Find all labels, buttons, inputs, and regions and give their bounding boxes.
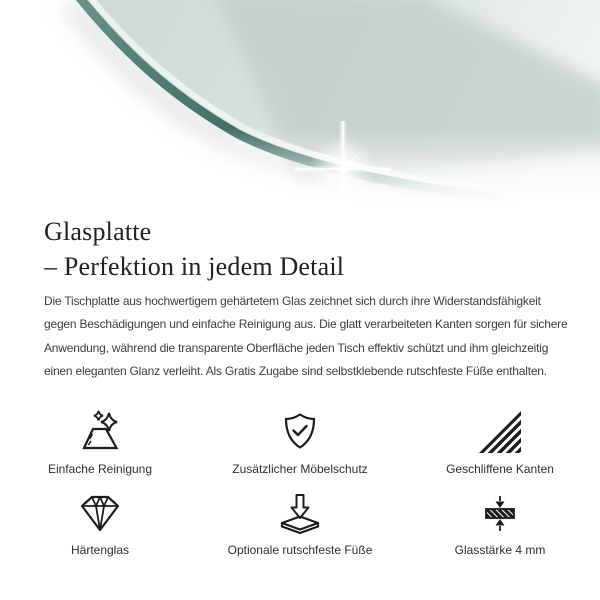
page-title-line1: Glasplatte <box>44 217 152 246</box>
feature-glass-thickness <box>400 491 600 558</box>
feature-grid <box>0 410 600 558</box>
arrow-pad-icon <box>278 491 322 535</box>
feature-label: Glasstärke 4 mm <box>454 542 546 557</box>
diamond-icon <box>78 491 122 535</box>
feature-label: Härtenglas <box>70 542 130 557</box>
feature-label: Einfache Reinigung <box>47 461 153 476</box>
feature-label: Zusätzlicher Möbelschutz <box>232 461 368 476</box>
page-title <box>44 214 556 284</box>
feature-tempered-glass <box>0 491 200 558</box>
polished-edge-icon <box>478 410 522 454</box>
feature-easy-cleaning <box>0 410 200 477</box>
page-title-line2: – Perfektion in jedem Detail <box>44 252 345 281</box>
sparkle-clean-icon <box>78 410 122 454</box>
feature-furniture-protection <box>200 410 400 477</box>
feature-anti-slip-feet <box>200 491 400 558</box>
shield-check-icon <box>278 410 322 454</box>
product-description-text <box>44 290 568 384</box>
thickness-gauge-icon <box>478 491 522 535</box>
feature-polished-edges <box>400 410 600 477</box>
feature-label: Geschliffene Kanten <box>446 461 554 476</box>
hero-glass-illustration <box>0 0 600 206</box>
description-line: Die Tischplatte aus hochwertigem gehärtetem Glas zeichnet sich durch ihre Widerstandsfähigkeit <box>44 294 541 308</box>
description-line: gegen Beschädigungen und einfache Reinigung aus. Die glatt verarbeiteten Kanten sorgen für sichere <box>44 317 568 332</box>
description-line: einen eleganten Glanz verleiht. Als Gratis Zugabe sind selbstklebende rutschfeste Füße enthalten. <box>44 364 547 379</box>
description-line: Anwendung, während die transparente Oberfläche jeden Tisch effektiv schützt und ihm gleichzeitig <box>44 340 549 355</box>
product-hero-image <box>0 0 600 206</box>
feature-label: Optionale rutschfeste Füße <box>227 542 373 557</box>
